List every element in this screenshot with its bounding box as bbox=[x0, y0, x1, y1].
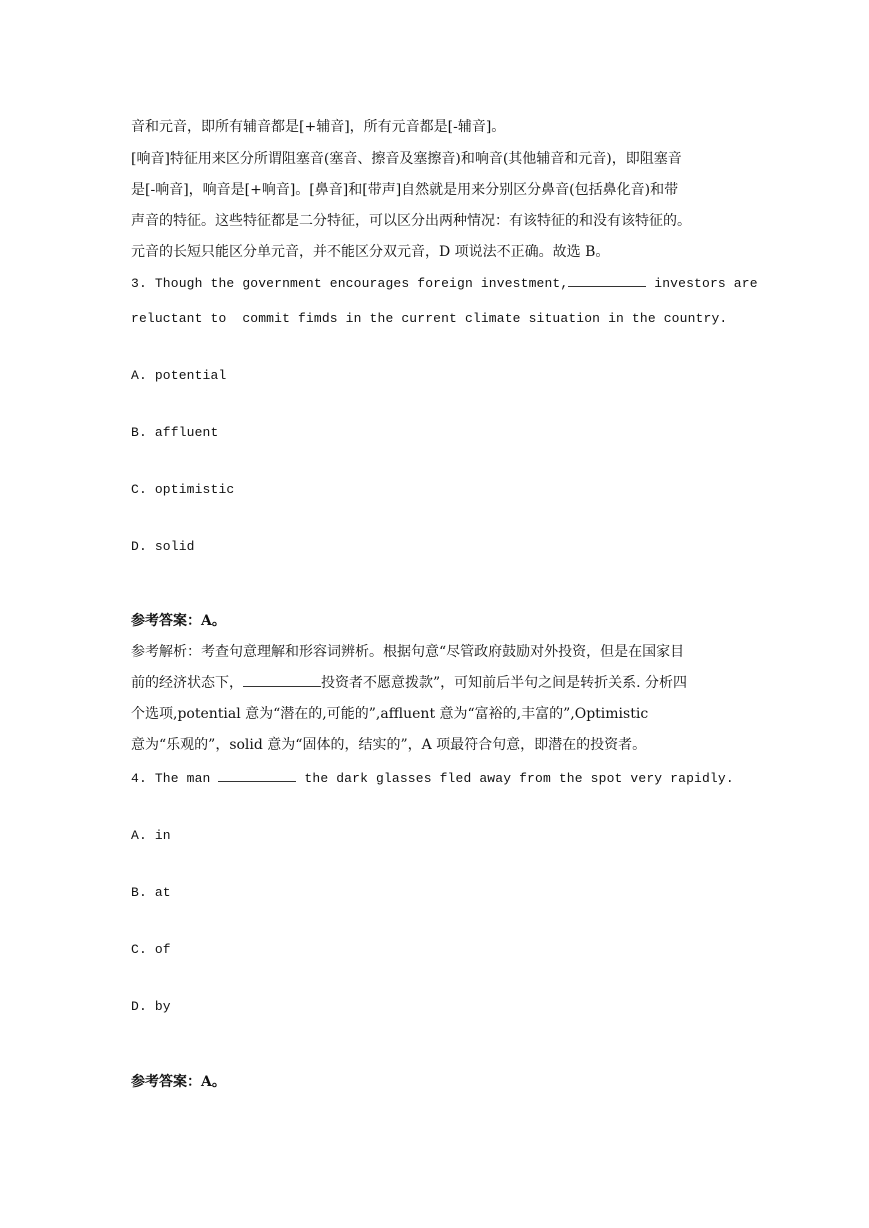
q3-analysis-line-4: 意为“乐观的”，solid 意为“固体的，结实的”，A 项最符合句意，即潜在的投资者。 bbox=[131, 737, 647, 753]
q3-option-d: D. solid bbox=[131, 539, 195, 554]
q4-stem: 4. The man the dark glasses fled away from the spot very rapidly. bbox=[131, 771, 734, 786]
q3-option-c: C. optimistic bbox=[131, 482, 235, 497]
q4-option-d: D. by bbox=[131, 999, 171, 1014]
q3-option-a: A. potential bbox=[131, 368, 227, 383]
q3-analysis-line-2: 前的经济状态下， 投资者不愿意拨款”，可知前后半句之间是转折关系. 分析四 bbox=[131, 675, 688, 691]
intro-line-3: 是[-响音]，响音是[+响音]。[鼻音]和[带声]自然就是用来分别区分鼻音(包括鼻化音)和带 bbox=[131, 182, 679, 198]
q4-option-c: C. of bbox=[131, 942, 171, 957]
q3-answer: 参考答案：A。 bbox=[131, 613, 226, 629]
q3-analysis-line-3: 个选项,potential 意为“潜在的,可能的”,affluent 意为“富裕的,丰富的”,Optimistic bbox=[131, 706, 649, 722]
q4-option-b: B. at bbox=[131, 885, 171, 900]
q4-blank bbox=[218, 769, 296, 782]
intro-line-4: 声音的特征。这些特征都是二分特征，可以区分出两种情况：有该特征的和没有该特征的。 bbox=[131, 213, 691, 229]
q3-analysis-blank bbox=[243, 674, 321, 687]
q4-answer: 参考答案：A。 bbox=[131, 1074, 226, 1090]
intro-line-5: 元音的长短只能区分单元音，并不能区分双元音，D 项说法不正确。故选 B。 bbox=[131, 244, 610, 260]
q3-option-b: B. affluent bbox=[131, 425, 219, 440]
q3-stem-line-2: reluctant to commit fimds in the current climate situation in the country. bbox=[131, 311, 728, 326]
q4-option-a: A. in bbox=[131, 828, 171, 843]
q3-blank bbox=[568, 274, 646, 287]
intro-line-2: [响音]特征用来区分所谓阻塞音(塞音、擦音及塞擦音)和响音(其他辅音和元音)，即阻塞音 bbox=[131, 151, 682, 167]
q3-stem-line-1: 3. Though the government encourages foreign investment, investors are bbox=[131, 276, 758, 291]
intro-line-1: 音和元音，即所有辅音都是[+辅音]，所有元音都是[-辅音]。 bbox=[131, 119, 506, 135]
q3-analysis-line-1: 参考解析：考查句意理解和形容词辨析。根据句意“尽管政府鼓励对外投资，但是在国家目 bbox=[131, 644, 685, 660]
